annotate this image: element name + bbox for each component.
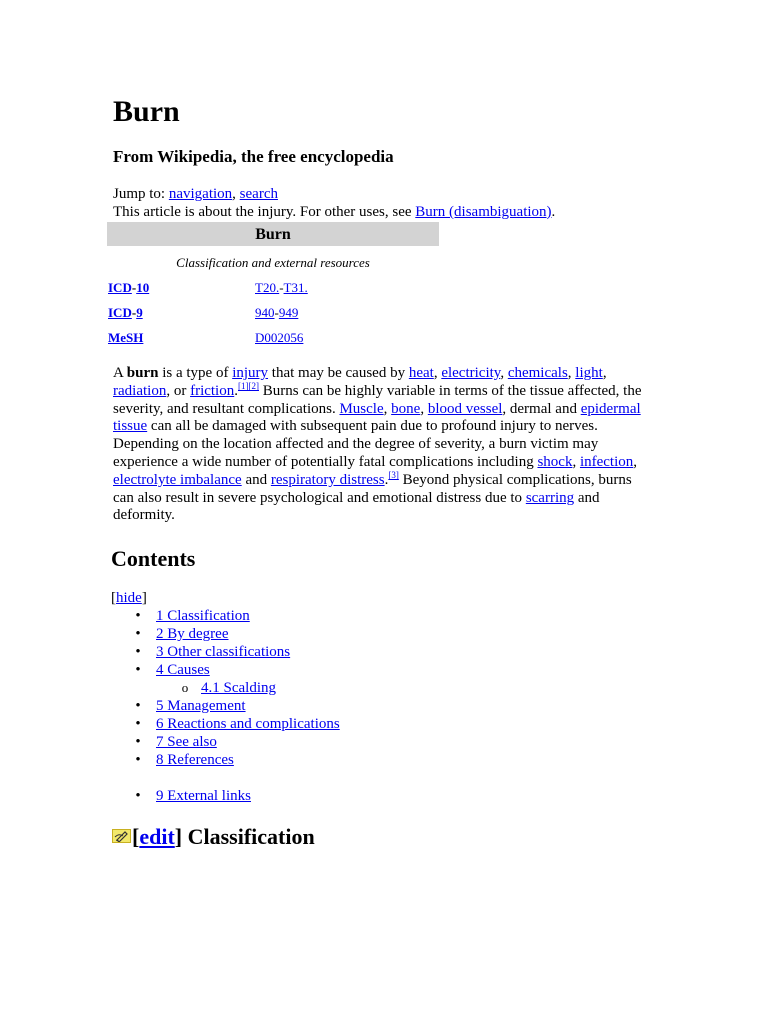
text: ,	[572, 453, 580, 470]
toc-link-causes[interactable]: 4 Causes	[156, 662, 210, 678]
bullet: •	[135, 698, 141, 714]
text: ,	[567, 365, 576, 381]
toc-link-reactions[interactable]: 6 Reactions and complications	[156, 716, 340, 732]
page-title: Burn	[113, 95, 180, 128]
text: that may be caused by	[268, 365, 409, 381]
text: ,	[633, 453, 638, 470]
bracket: ]	[141, 590, 147, 606]
code-link[interactable]: D002056	[255, 330, 304, 345]
infobox-value	[255, 279, 308, 297]
bullet: •	[135, 734, 141, 750]
bullet: •	[135, 608, 141, 624]
text: can all be damaged with subsequent pain due to profound injury to nerves. Depending on the location affected and the degree of severity, a burn victim may experience a wide number of potentially fatal complications including	[113, 418, 599, 470]
jump-search-link[interactable]: search	[239, 186, 278, 202]
key-dash: -	[131, 305, 137, 320]
text: ,	[602, 365, 607, 381]
intro-paragraph	[113, 365, 651, 525]
infobox-row	[108, 304, 438, 322]
muscle-link[interactable]: Muscle	[339, 400, 384, 417]
bracket: [	[132, 824, 140, 849]
toc-item	[135, 733, 217, 751]
jump-to-line	[113, 185, 278, 203]
text: ,	[420, 400, 428, 417]
text: and	[241, 471, 271, 488]
scarring-link[interactable]: scarring	[525, 489, 575, 506]
icd-version-link[interactable]: 10	[136, 280, 150, 295]
jump-separator: ,	[232, 186, 240, 202]
reference-link[interactable]: [2]	[248, 380, 259, 391]
bullet: •	[135, 788, 141, 804]
chemicals-link[interactable]: chemicals	[507, 365, 568, 381]
respiratory-distress-link[interactable]: respiratory distress	[270, 471, 385, 488]
toc-link-references[interactable]: 8 References	[156, 752, 234, 768]
infection-link[interactable]: infection	[579, 453, 634, 470]
hatnote	[113, 203, 555, 221]
light-link[interactable]: light	[575, 365, 603, 381]
reference-link[interactable]: [1]	[237, 380, 249, 391]
value-dash: -	[274, 305, 279, 320]
section-heading-classification	[112, 823, 315, 851]
text: .	[384, 471, 389, 488]
code-link[interactable]: T20.	[255, 280, 280, 295]
text: ,	[383, 400, 392, 417]
toc-item	[135, 625, 229, 643]
bullet: •	[135, 662, 141, 678]
toc-link-management[interactable]: 5 Management	[156, 698, 246, 714]
electrolyte-imbalance-link[interactable]: electrolyte imbalance	[113, 471, 242, 488]
reference-3[interactable]	[388, 470, 399, 480]
toc-item	[135, 661, 210, 679]
toc-item	[135, 751, 234, 769]
text: .	[234, 382, 238, 399]
code-link[interactable]: T31.	[283, 280, 308, 295]
infobox-key	[108, 279, 149, 297]
toc-item	[135, 715, 340, 733]
bullet: •	[135, 752, 141, 768]
toc-link-classification[interactable]: 1 Classification	[156, 608, 250, 624]
reference-2[interactable]	[248, 381, 259, 391]
icd-version-link[interactable]: 9	[136, 305, 143, 320]
disambiguation-link[interactable]: Burn (disambiguation)	[415, 204, 552, 220]
blood-vessel-link[interactable]: blood vessel	[427, 400, 503, 417]
radiation-link[interactable]: radiation	[113, 382, 167, 399]
text: and deformity.	[113, 489, 600, 524]
mesh-link[interactable]: MeSH	[108, 330, 144, 345]
reference-1[interactable]	[238, 381, 249, 391]
toc-link-see-also[interactable]: 7 See also	[156, 734, 217, 750]
bracket: ]	[174, 824, 183, 849]
bullet: •	[135, 716, 141, 732]
hatnote-end: .	[551, 204, 556, 220]
jump-navigation-link[interactable]: navigation	[168, 186, 233, 202]
bullet: •	[135, 626, 141, 642]
text: Beyond physical complications, burns can also result in severe psychological and emotional distress due to	[113, 471, 632, 506]
bullet: •	[135, 644, 141, 660]
toc-item	[135, 697, 246, 715]
bracket: [	[111, 590, 116, 606]
key-dash: -	[131, 280, 137, 295]
page-subtitle: From Wikipedia, the free encyclopedia	[113, 147, 394, 166]
bone-link[interactable]: bone	[391, 400, 421, 417]
toc-link-by-degree[interactable]: 2 By degree	[156, 626, 229, 642]
toc-item	[135, 643, 291, 661]
jump-prefix: Jump to:	[113, 186, 169, 202]
section-edit-link[interactable]: edit	[139, 824, 175, 849]
reference-link[interactable]: [3]	[388, 469, 399, 480]
bold-term: burn	[126, 365, 159, 381]
toc-link-scalding[interactable]: 4.1 Scalding	[201, 680, 276, 696]
electricity-link[interactable]: electricity	[441, 365, 501, 381]
text: ,	[433, 365, 442, 381]
infobox-key	[108, 304, 143, 322]
toc-link-external-links[interactable]: 9 External links	[156, 788, 251, 804]
friction-link[interactable]: friction	[190, 382, 235, 399]
code-link[interactable]: 949	[278, 305, 299, 320]
heat-link[interactable]: heat	[408, 365, 434, 381]
infobox-row	[108, 279, 438, 297]
text: , or	[166, 382, 191, 399]
infobox-row	[108, 329, 438, 347]
toc-link-other-classifications[interactable]: 3 Other classifications	[156, 644, 291, 660]
sub-bullet: o	[181, 680, 189, 695]
toc-item	[135, 787, 251, 805]
toc-item	[135, 607, 250, 625]
icd-link[interactable]: ICD	[108, 280, 132, 295]
code-link[interactable]: 940	[255, 305, 275, 320]
epidermal-tissue-link[interactable]: epidermal tissue	[113, 400, 641, 435]
text: Burns can be highly variable in terms of the tissue affected, the severity, and resultant complications.	[113, 382, 642, 417]
toc-title: Contents	[111, 546, 196, 571]
text: , dermal and	[502, 400, 581, 417]
infobox-header: Burn	[107, 222, 439, 246]
infobox-key	[108, 329, 143, 347]
text: is a type of	[158, 365, 233, 381]
edit-pencil-icon	[112, 829, 131, 843]
shock-link[interactable]: shock	[537, 453, 573, 470]
infobox-value	[255, 304, 298, 322]
text: ,	[500, 365, 508, 381]
section-title: Classification	[182, 824, 315, 849]
injury-link[interactable]: injury	[232, 365, 269, 381]
infobox-subheader: Classification and external resources	[176, 255, 370, 270]
text: A	[113, 365, 127, 381]
toc-toggle	[111, 589, 147, 607]
icd-link[interactable]: ICD	[108, 305, 132, 320]
value-dash: -	[279, 280, 284, 295]
infobox-value	[255, 329, 303, 347]
hatnote-text: This article is about the injury. For other uses, see	[113, 204, 416, 220]
toc-subitem	[181, 679, 276, 697]
toc-hide-link[interactable]: hide	[116, 590, 142, 606]
